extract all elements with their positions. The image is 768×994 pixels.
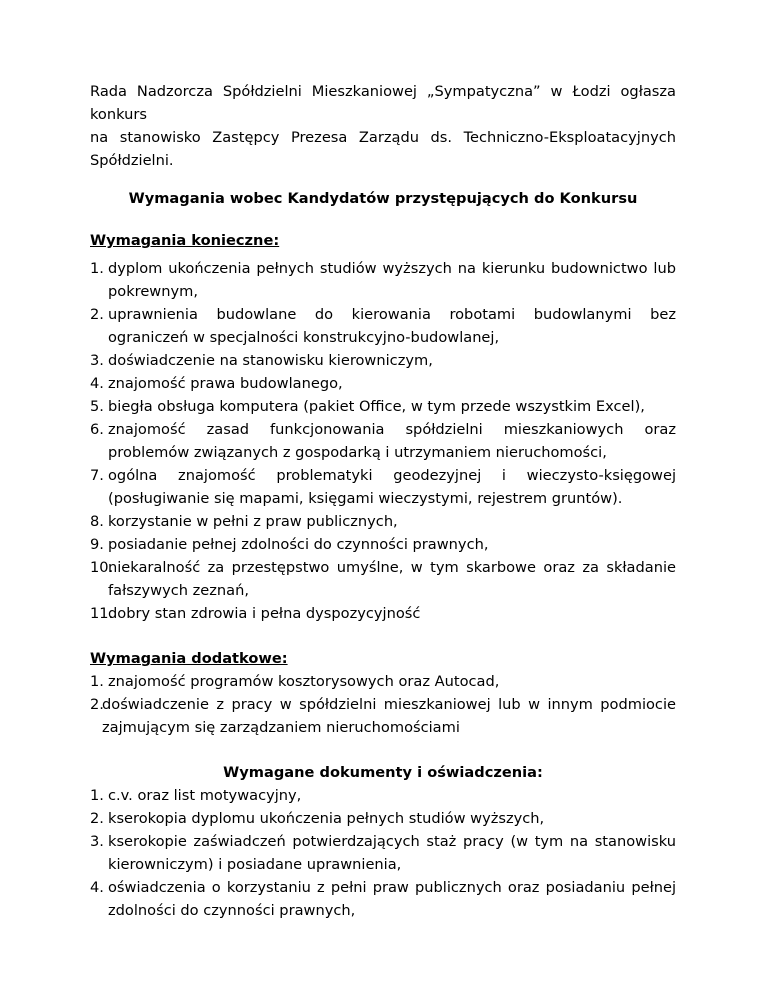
list-item xyxy=(90,464,676,510)
list-item-number: 4. xyxy=(90,879,104,896)
list-item xyxy=(90,602,676,625)
list-item xyxy=(90,303,676,349)
list-item xyxy=(90,784,676,807)
list-item-text: znajomość prawa budowlanego, xyxy=(108,375,343,392)
list-item-number: 3. xyxy=(90,352,104,369)
list-item-text: dyplom ukończenia pełnych studiów wyższych na kierunku budownictwo lub pokrewnym, xyxy=(108,260,676,300)
list-item-text: ogólna znajomość problematyki geodezyjnej i wieczysto-księgowej (posługiwanie się mapami, księgami wieczystymi, rejestrem gruntów). xyxy=(108,467,676,507)
list-item-text: doświadczenie na stanowisku kierowniczym, xyxy=(108,352,433,369)
list-item-number: 6. xyxy=(90,421,104,438)
documents-heading: Wymagane dokumenty i oświadczenia: xyxy=(223,764,543,781)
list-item-number: 9. xyxy=(90,536,104,553)
list-item xyxy=(90,693,676,739)
list-item-text: biegła obsługa komputera (pakiet Office, w tym przede wszystkim Excel), xyxy=(108,398,645,415)
list-item xyxy=(90,556,676,602)
list-item-text: kserokopia dyplomu ukończenia pełnych studiów wyższych, xyxy=(108,810,545,827)
list-item xyxy=(90,510,676,533)
list-item-number: 2. xyxy=(90,306,104,323)
list-item-text: dobry stan zdrowia i pełna dyspozycyjność xyxy=(108,605,421,622)
list-item-text: korzystanie w pełni z praw publicznych, xyxy=(108,513,398,530)
list-item-text: oświadczenia o korzystaniu z pełni praw publicznych oraz posiadaniu pełnej zdolności do czynności prawnych, xyxy=(108,879,676,919)
additional-list xyxy=(90,670,676,739)
list-item xyxy=(90,807,676,830)
list-item-number: 1. xyxy=(90,260,104,277)
list-item xyxy=(90,670,676,693)
list-item-text: znajomość zasad funkcjonowania spółdzielni mieszkaniowych oraz problemów związanych z gospodarką i utrzymaniem nieruchomości, xyxy=(108,421,676,461)
list-item-number: 1. xyxy=(90,787,104,804)
list-item xyxy=(90,830,676,876)
list-item-text: uprawnienia budowlane do kierowania robotami budowlanymi bez ograniczeń w specjalności konstrukcyjno-budowlanej, xyxy=(108,306,676,346)
intro-line-2: na stanowisko Zastępcy Prezesa Zarządu ds. Techniczno-Eksploatacyjnych xyxy=(90,129,676,146)
list-item xyxy=(90,257,676,303)
list-item xyxy=(90,876,676,922)
requirements-heading: Wymagania wobec Kandydatów przystępujących do Konkursu xyxy=(128,190,638,207)
list-item-number: 1. xyxy=(90,673,104,690)
list-item-number: 2. xyxy=(90,810,104,827)
list-item xyxy=(90,372,676,395)
list-item xyxy=(90,349,676,372)
list-item-number: 11. xyxy=(90,605,114,622)
required-section-title: Wymagania konieczne: xyxy=(90,232,280,249)
list-item xyxy=(90,418,676,464)
list-item-text: znajomość programów kosztorysowych oraz Autocad, xyxy=(108,673,500,690)
required-list xyxy=(90,257,676,625)
document-page xyxy=(90,80,676,922)
list-item-text: kserokopie zaświadczeń potwierdzających staż pracy (w tym na stanowisku kierowniczym) i posiadane uprawnienia, xyxy=(108,833,676,873)
intro-line-1: Rada Nadzorcza Spółdzielni Mieszkaniowej „Sympatyczna” w Łodzi ogłasza konkurs xyxy=(90,83,676,123)
documents-list xyxy=(90,784,676,922)
list-item-number: 7. xyxy=(90,467,104,484)
list-item xyxy=(90,395,676,418)
list-item-text: c.v. oraz list motywacyjny, xyxy=(108,787,302,804)
additional-section-title: Wymagania dodatkowe: xyxy=(90,650,288,667)
list-item-text: doświadczenie z pracy w spółdzielni mieszkaniowej lub w innym podmiocie zajmującym się zarządzaniem nieruchomościami xyxy=(102,696,676,736)
list-item-text: posiadanie pełnej zdolności do czynności prawnych, xyxy=(108,536,489,553)
list-item-number: 4. xyxy=(90,375,104,392)
list-item xyxy=(90,533,676,556)
list-item-text: niekaralność za przestępstwo umyślne, w tym skarbowe oraz za składanie fałszywych zeznań, xyxy=(108,559,676,599)
list-item-number: 5. xyxy=(90,398,104,415)
list-item-number: 10. xyxy=(90,559,114,576)
list-item-number: 8. xyxy=(90,513,104,530)
list-item-number: 2. xyxy=(90,696,104,713)
list-item-number: 3. xyxy=(90,833,104,850)
intro-line-3: Spółdzielni. xyxy=(90,152,174,169)
